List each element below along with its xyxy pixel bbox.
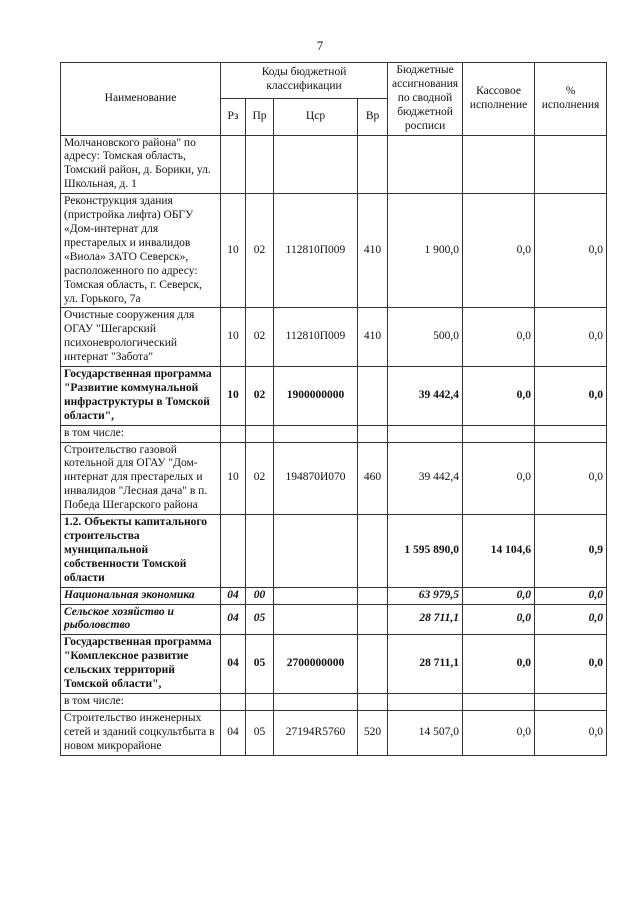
row-vr: 410 — [358, 308, 388, 367]
row-pr — [246, 693, 274, 710]
row-rz: 10 — [221, 194, 246, 308]
row-rz — [221, 693, 246, 710]
row-name: Реконструкция здания (пристройка лифта) ОБГУ «Дом-интернат для престарелых и инвалидов «Виола» ЗАТО Северск», расположенного по адресу: Томская область, г. Северск, ул. Горького, 7а — [61, 194, 221, 308]
row-cash: 0,0 — [463, 194, 535, 308]
row-rz: 04 — [221, 587, 246, 604]
row-pr — [246, 425, 274, 442]
row-csr: 2700000000 — [274, 635, 358, 694]
row-vr — [358, 135, 388, 194]
row-cash: 0,0 — [463, 587, 535, 604]
row-pr — [246, 515, 274, 588]
row-name: Национальная экономика — [61, 587, 221, 604]
row-pr: 05 — [246, 635, 274, 694]
row-csr — [274, 425, 358, 442]
row-name: в том числе: — [61, 425, 221, 442]
row-budget — [388, 425, 463, 442]
row-cash — [463, 425, 535, 442]
row-vr — [358, 604, 388, 635]
row-cash: 0,0 — [463, 710, 535, 755]
row-vr — [358, 515, 388, 588]
row-rz: 04 — [221, 635, 246, 694]
row-vr: 410 — [358, 194, 388, 308]
row-budget: 1 900,0 — [388, 194, 463, 308]
row-vr — [358, 693, 388, 710]
row-pct: 0,0 — [535, 367, 607, 426]
row-csr — [274, 135, 358, 194]
row-budget: 39 442,4 — [388, 367, 463, 426]
table-row-program — [61, 367, 607, 426]
row-csr — [274, 587, 358, 604]
table-row — [61, 308, 607, 367]
row-budget: 39 442,4 — [388, 442, 463, 515]
row-budget: 28 711,1 — [388, 635, 463, 694]
row-pct: 0,0 — [535, 308, 607, 367]
row-name: Строительство инженерных сетей и зданий соцкультбыта в новом микрорайоне — [61, 710, 221, 755]
row-name: Молчановского района" по адресу: Томская область, Томский район, д. Борики, ул. Школьная, д. 1 — [61, 135, 221, 194]
row-name: 1.2. Объекты капитального строительства муниципальной собственности Томской области — [61, 515, 221, 588]
row-cash: 0,0 — [463, 308, 535, 367]
row-vr — [358, 587, 388, 604]
row-pr: 02 — [246, 194, 274, 308]
row-rz: 04 — [221, 604, 246, 635]
header-budget: Бюджетные ассигнования по сводной бюджетной росписи — [388, 63, 463, 136]
header-rz: Рз — [221, 98, 246, 135]
row-vr — [358, 635, 388, 694]
header-csr: Цср — [274, 98, 358, 135]
header-vr: Вр — [358, 98, 388, 135]
row-pct: 0,0 — [535, 604, 607, 635]
row-pct — [535, 693, 607, 710]
row-name: Государственная программа "Развитие коммунальной инфраструктуры в Томской области", — [61, 367, 221, 426]
row-name: Сельское хозяйство и рыболовство — [61, 604, 221, 635]
row-pct: 0,0 — [535, 635, 607, 694]
table-row-section — [61, 587, 607, 604]
row-name: Очистные сооружения для ОГАУ "Шегарский психоневрологический интернат "Забота" — [61, 308, 221, 367]
row-pct: 0,0 — [535, 194, 607, 308]
row-budget: 63 979,5 — [388, 587, 463, 604]
row-csr: 1900000000 — [274, 367, 358, 426]
row-vr — [358, 367, 388, 426]
header-cash: Кассовое исполнение — [463, 63, 535, 136]
row-rz: 04 — [221, 710, 246, 755]
row-csr — [274, 515, 358, 588]
table-row-section — [61, 515, 607, 588]
header-pr: Пр — [246, 98, 274, 135]
row-pr — [246, 135, 274, 194]
row-csr: 194870И070 — [274, 442, 358, 515]
row-pr: 02 — [246, 442, 274, 515]
row-rz: 10 — [221, 367, 246, 426]
row-budget: 500,0 — [388, 308, 463, 367]
row-rz: 10 — [221, 442, 246, 515]
table-row — [61, 442, 607, 515]
row-pct: 0,0 — [535, 587, 607, 604]
table-row-section — [61, 604, 607, 635]
table-row — [61, 693, 607, 710]
row-budget — [388, 135, 463, 194]
table-row — [61, 135, 607, 194]
row-budget: 1 595 890,0 — [388, 515, 463, 588]
row-cash: 0,0 — [463, 604, 535, 635]
row-vr: 520 — [358, 710, 388, 755]
row-rz — [221, 425, 246, 442]
row-pct: 0,9 — [535, 515, 607, 588]
table-row — [61, 425, 607, 442]
row-pr: 02 — [246, 308, 274, 367]
row-name: Строительство газовой котельной для ОГАУ "Дом-интернат для престарелых и инвалидов "Лесная дача" в п. Победа Шегарского района — [61, 442, 221, 515]
row-csr: 27194R5760 — [274, 710, 358, 755]
row-pct: 0,0 — [535, 442, 607, 515]
row-rz: 10 — [221, 308, 246, 367]
row-pct: 0,0 — [535, 710, 607, 755]
row-cash — [463, 693, 535, 710]
row-csr — [274, 604, 358, 635]
row-pct — [535, 425, 607, 442]
row-cash: 0,0 — [463, 635, 535, 694]
row-pr: 05 — [246, 604, 274, 635]
row-cash — [463, 135, 535, 194]
row-vr — [358, 425, 388, 442]
header-pct: % исполнения — [535, 63, 607, 136]
row-pct — [535, 135, 607, 194]
row-rz — [221, 135, 246, 194]
row-vr: 460 — [358, 442, 388, 515]
row-cash: 0,0 — [463, 367, 535, 426]
row-rz — [221, 515, 246, 588]
header-name: Наименование — [61, 63, 221, 136]
row-cash: 0,0 — [463, 442, 535, 515]
table-row — [61, 710, 607, 755]
row-budget: 14 507,0 — [388, 710, 463, 755]
row-name: в том числе: — [61, 693, 221, 710]
header-codes-group: Коды бюджетной классификации — [221, 63, 388, 99]
budget-table — [60, 62, 607, 756]
row-name: Государственная программа "Комплексное развитие сельских территорий Томской области", — [61, 635, 221, 694]
row-budget: 28 711,1 — [388, 604, 463, 635]
row-csr — [274, 693, 358, 710]
table-row — [61, 194, 607, 308]
page-number: 7 — [316, 38, 324, 53]
row-budget — [388, 693, 463, 710]
row-cash: 14 104,6 — [463, 515, 535, 588]
row-csr: 112810П009 — [274, 308, 358, 367]
row-pr: 00 — [246, 587, 274, 604]
table-row-program — [61, 635, 607, 694]
row-csr: 112810П009 — [274, 194, 358, 308]
row-pr: 05 — [246, 710, 274, 755]
row-pr: 02 — [246, 367, 274, 426]
